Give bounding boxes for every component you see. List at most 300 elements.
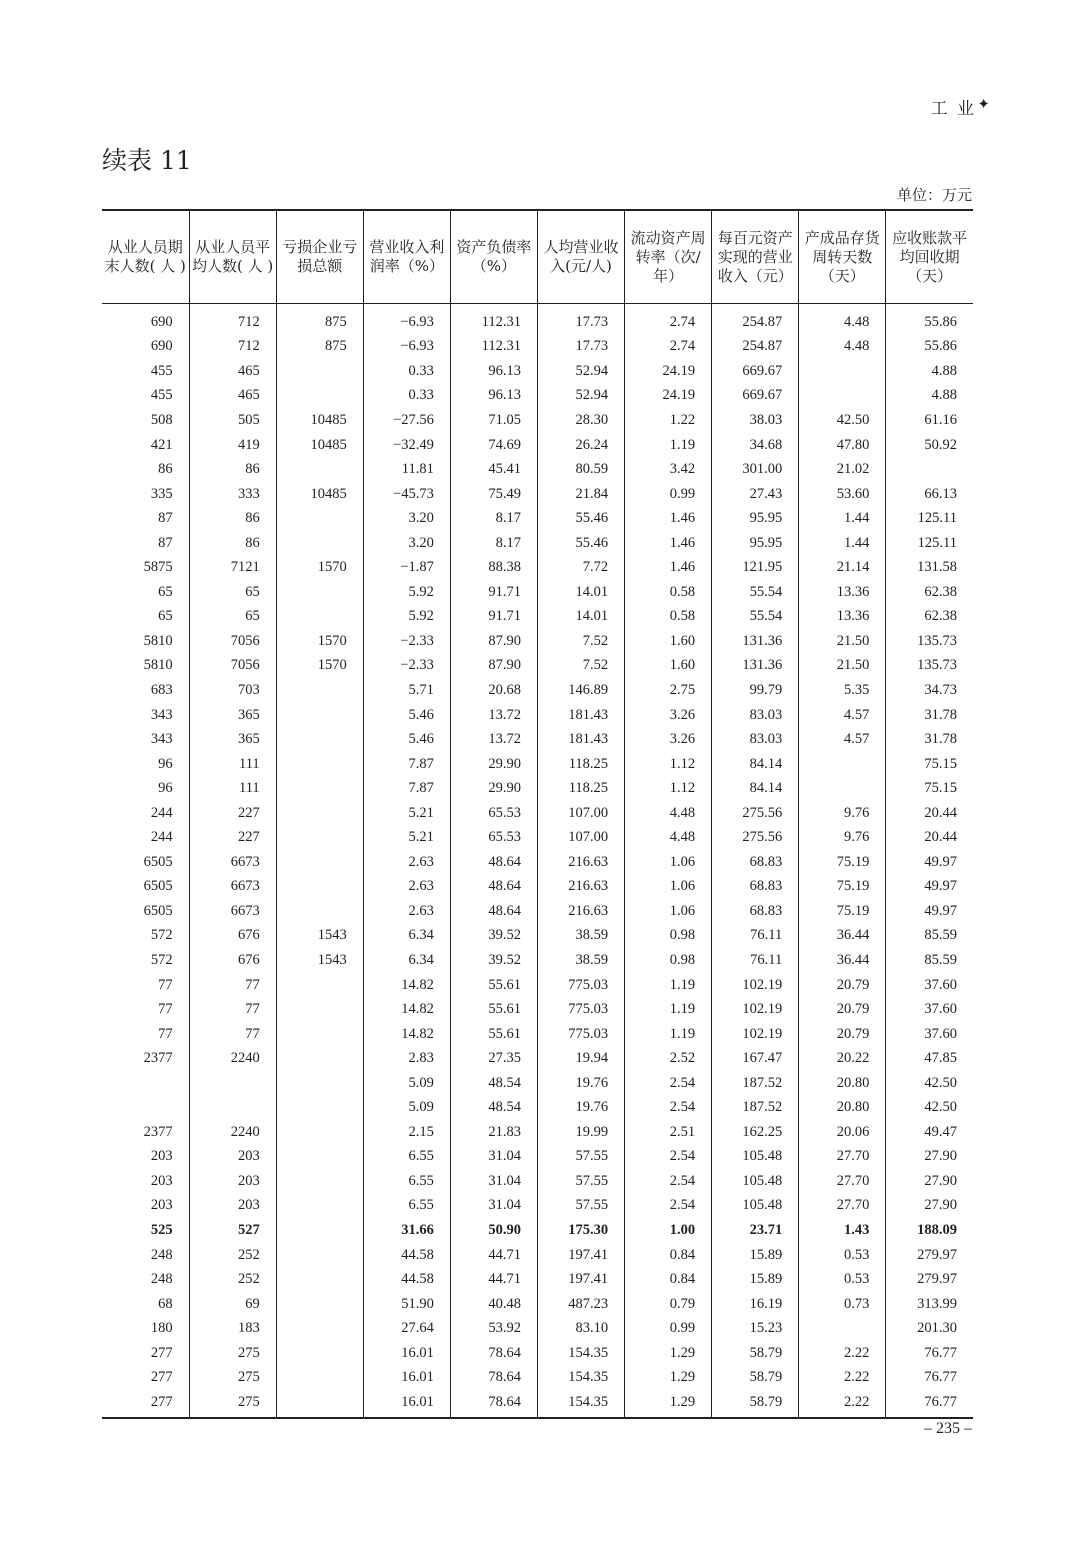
table-cell: 0.84 (625, 1243, 712, 1268)
table-cell: 27.43 (712, 482, 799, 507)
table-row (102, 580, 973, 605)
table-cell: 80.59 (537, 457, 624, 482)
table-cell: 1.46 (625, 531, 712, 556)
table-cell: 0.73 (799, 1292, 886, 1317)
table-cell: 5.92 (363, 580, 450, 605)
table-cell: 20.79 (799, 997, 886, 1022)
table-cell: 112.31 (450, 335, 537, 360)
table-cell: 3.42 (625, 457, 712, 482)
table-cell: 16.01 (363, 1366, 450, 1391)
table-cell: 38.59 (537, 948, 624, 973)
table-cell: 77 (158, 976, 173, 993)
table-cell: 1.44 (799, 506, 886, 531)
table-cell: 34.68 (712, 433, 799, 458)
table-cell: 4.57 (799, 703, 886, 728)
table-cell: 7.52 (537, 629, 624, 654)
table-cell: 2.75 (625, 678, 712, 703)
table-cell: 0.99 (625, 482, 712, 507)
table-cell: 0.58 (625, 580, 712, 605)
table-cell: 203 (150, 1197, 173, 1214)
table-cell: 275.56 (712, 801, 799, 826)
table-cell: 36.44 (799, 948, 886, 973)
table-cell: 1570 (276, 654, 363, 679)
table-cell: 487.23 (537, 1292, 624, 1317)
table-row (102, 1071, 973, 1096)
table-cell: 2.83 (363, 1046, 450, 1071)
table-cell: 1.22 (625, 408, 712, 433)
table-cell: 0.58 (625, 605, 712, 630)
table-cell: 6.34 (363, 948, 450, 973)
table-cell (189, 1096, 276, 1121)
table-cell: 78.64 (450, 1366, 537, 1391)
table-cell: 277 (150, 1369, 173, 1386)
table-cell: 7.87 (363, 752, 450, 777)
table-cell: 125.11 (886, 506, 973, 531)
table-cell (276, 703, 363, 728)
table-cell: 51.90 (363, 1292, 450, 1317)
table-cell: 13.72 (450, 703, 537, 728)
table-cell: 4.88 (886, 359, 973, 384)
table-cell: 1.06 (625, 899, 712, 924)
table-cell: 15.89 (712, 1267, 799, 1292)
table-cell: 669.67 (712, 359, 799, 384)
table-cell: 77 (189, 1022, 276, 1047)
table-cell: 0.98 (625, 924, 712, 949)
table-cell: 21.50 (799, 629, 886, 654)
table-row (102, 1243, 973, 1268)
table-cell: 87.90 (450, 654, 537, 679)
table-cell: 5810 (143, 632, 173, 649)
table-cell: 676 (189, 924, 276, 949)
table-cell: 252 (189, 1267, 276, 1292)
table-cell: 71.05 (450, 408, 537, 433)
table-cell: 2.15 (363, 1120, 450, 1145)
table-row (102, 1341, 973, 1366)
table-cell: 203 (150, 1172, 173, 1189)
table-cell: 55.46 (537, 531, 624, 556)
table-cell: 244 (150, 804, 173, 821)
table-cell: 216.63 (537, 850, 624, 875)
table-cell: 277 (150, 1344, 173, 1361)
table-cell: 14.01 (537, 580, 624, 605)
table-cell: 275.56 (712, 825, 799, 850)
table-cell: 68.83 (712, 875, 799, 900)
table-cell: 68.83 (712, 850, 799, 875)
table-cell: 248 (150, 1246, 173, 1263)
table-cell: 57.55 (537, 1194, 624, 1219)
table-cell: 2.22 (799, 1366, 886, 1391)
table-cell: 19.76 (537, 1071, 624, 1096)
unit-label: 单位：万元 (896, 186, 972, 204)
table-cell: 1.60 (625, 629, 712, 654)
table-cell: 87 (158, 510, 173, 527)
table-row (102, 1267, 973, 1292)
table-cell: 3.20 (363, 506, 450, 531)
table-cell: 61.16 (886, 408, 973, 433)
table-cell: 50.90 (450, 1218, 537, 1243)
table-cell: 62.38 (886, 605, 973, 630)
table-cell (276, 899, 363, 924)
table-cell: 96 (158, 755, 173, 772)
table-cell (276, 506, 363, 531)
table-cell: 42.50 (886, 1071, 973, 1096)
table-row (102, 703, 973, 728)
table-row (102, 850, 973, 875)
table-cell: 572 (150, 927, 173, 944)
table-cell: 5.71 (363, 678, 450, 703)
table-cell (276, 1046, 363, 1071)
table-cell: 78.64 (450, 1390, 537, 1418)
table-cell (276, 1194, 363, 1219)
table-cell: 65 (189, 605, 276, 630)
table-cell: 279.97 (886, 1267, 973, 1292)
table-cell: 77 (189, 973, 276, 998)
table-cell: 24.19 (625, 384, 712, 409)
table-cell: 7056 (189, 654, 276, 679)
table-cell: 421 (150, 436, 173, 453)
table-cell (799, 359, 886, 384)
table-cell: 2377 (143, 1123, 173, 1140)
table-cell: 203 (189, 1169, 276, 1194)
table-cell: 86 (189, 506, 276, 531)
table-cell: 572 (150, 951, 173, 968)
table-cell: 13.36 (799, 580, 886, 605)
table-cell: 1.12 (625, 776, 712, 801)
table-cell: 505 (189, 408, 276, 433)
table-cell (102, 1071, 189, 1096)
table-cell: 0.99 (625, 1316, 712, 1341)
table-cell: 365 (189, 727, 276, 752)
table-cell: 14.82 (363, 973, 450, 998)
column-header: 营业收入利润率（%） (363, 210, 450, 304)
table-cell: 875 (276, 335, 363, 360)
table-cell: 65.53 (450, 801, 537, 826)
table-row (102, 506, 973, 531)
table-cell: 14.82 (363, 1022, 450, 1047)
table-cell: 19.94 (537, 1046, 624, 1071)
table-cell (276, 1022, 363, 1047)
table-cell: 91.71 (450, 605, 537, 630)
table-cell: 75.15 (886, 752, 973, 777)
table-cell: 17.73 (537, 304, 624, 335)
table-cell: 712 (189, 304, 276, 335)
table-cell: 111 (189, 776, 276, 801)
table-cell (276, 1243, 363, 1268)
table-row (102, 629, 973, 654)
table-cell: 14.01 (537, 605, 624, 630)
table-cell: 2.51 (625, 1120, 712, 1145)
table-row (102, 1218, 973, 1243)
table-cell (276, 973, 363, 998)
table-cell: 227 (189, 825, 276, 850)
table-cell: 5.92 (363, 605, 450, 630)
table-cell: 50.92 (886, 433, 973, 458)
table-cell: 48.64 (450, 850, 537, 875)
table-cell: 2.54 (625, 1194, 712, 1219)
table-cell: 343 (150, 731, 173, 748)
table-cell: 96 (158, 780, 173, 797)
table-cell: 2.22 (799, 1390, 886, 1418)
table-cell: 20.44 (886, 801, 973, 826)
table-cell: 183 (189, 1316, 276, 1341)
table-cell: 105.48 (712, 1145, 799, 1170)
table-cell: 1570 (276, 555, 363, 580)
table-cell: 1.43 (799, 1218, 886, 1243)
table-cell: 6.55 (363, 1145, 450, 1170)
table-row (102, 555, 973, 580)
table-cell: 5.46 (363, 727, 450, 752)
table-cell: 105.48 (712, 1169, 799, 1194)
table-cell: 2240 (189, 1120, 276, 1145)
table-cell: 167.47 (712, 1046, 799, 1071)
table-row (102, 825, 973, 850)
table-cell: 0.98 (625, 948, 712, 973)
table-cell: 52.94 (537, 359, 624, 384)
table-cell: −27.56 (363, 408, 450, 433)
table-cell: 27.90 (886, 1169, 973, 1194)
table-cell: 95.95 (712, 506, 799, 531)
table-row (102, 1120, 973, 1145)
table-cell: −2.33 (363, 654, 450, 679)
table-title: 续表 11 (102, 146, 192, 175)
table-cell: 111 (189, 752, 276, 777)
table-cell: 3.26 (625, 703, 712, 728)
table-cell: 248 (150, 1271, 173, 1288)
table-row (102, 1194, 973, 1219)
table-cell: 5.21 (363, 801, 450, 826)
table-row (102, 1366, 973, 1391)
table-cell: 365 (189, 703, 276, 728)
table-cell (276, 1120, 363, 1145)
table-cell (276, 727, 363, 752)
table-cell: 8.17 (450, 531, 537, 556)
table-cell: 1.19 (625, 973, 712, 998)
column-header: 产成品存货周转天数（天） (799, 210, 886, 304)
table-cell: −6.93 (363, 304, 450, 335)
table-cell (276, 1169, 363, 1194)
table-cell: 58.79 (712, 1366, 799, 1391)
table-cell (276, 875, 363, 900)
table-cell: 31.04 (450, 1169, 537, 1194)
table-cell (276, 580, 363, 605)
table-cell: 62.38 (886, 580, 973, 605)
table-cell: 1.19 (625, 1022, 712, 1047)
table-cell (276, 678, 363, 703)
table-cell: 181.43 (537, 703, 624, 728)
table-cell (276, 801, 363, 826)
table-cell (276, 605, 363, 630)
table-cell: 131.36 (712, 629, 799, 654)
table-cell: 75.19 (799, 875, 886, 900)
table-cell: 65 (189, 580, 276, 605)
table-cell (189, 1071, 276, 1096)
table-cell: 24.19 (625, 359, 712, 384)
table-cell: 2.74 (625, 304, 712, 335)
table-cell: 0.84 (625, 1267, 712, 1292)
table-cell: 154.35 (537, 1390, 624, 1418)
table-cell: 203 (189, 1194, 276, 1219)
table-cell: 10485 (276, 433, 363, 458)
table-cell: 23.71 (712, 1218, 799, 1243)
table-cell: 44.58 (363, 1267, 450, 1292)
table-cell (276, 1390, 363, 1418)
table-cell: 52.94 (537, 384, 624, 409)
table-cell: 1.60 (625, 654, 712, 679)
table-cell: 4.88 (886, 384, 973, 409)
table-cell (276, 776, 363, 801)
table-cell: 102.19 (712, 997, 799, 1022)
table-cell: 6673 (189, 875, 276, 900)
table-cell (276, 1218, 363, 1243)
table-cell (276, 1267, 363, 1292)
table-cell: 107.00 (537, 801, 624, 826)
table-cell: 775.03 (537, 973, 624, 998)
table-cell: 703 (189, 678, 276, 703)
table-cell: 275 (189, 1366, 276, 1391)
table-row (102, 1316, 973, 1341)
table-cell: 690 (150, 338, 173, 355)
table-cell: 118.25 (537, 776, 624, 801)
table-row (102, 678, 973, 703)
table-cell: 44.71 (450, 1243, 537, 1268)
table-cell (276, 1096, 363, 1121)
table-cell: 86 (158, 461, 173, 478)
table-row (102, 801, 973, 826)
table-cell: 105.48 (712, 1194, 799, 1219)
table-cell: 96.13 (450, 384, 537, 409)
table-cell: 2.63 (363, 899, 450, 924)
table-cell: 712 (189, 335, 276, 360)
table-cell: 2377 (143, 1050, 173, 1067)
table-cell: 216.63 (537, 899, 624, 924)
table-cell (799, 752, 886, 777)
table-cell: 84.14 (712, 776, 799, 801)
table-row (102, 531, 973, 556)
table-cell: 99.79 (712, 678, 799, 703)
table-cell: 527 (189, 1218, 276, 1243)
table-cell: 2.63 (363, 850, 450, 875)
table-cell: 44.58 (363, 1243, 450, 1268)
table-cell: 0.53 (799, 1243, 886, 1268)
table-cell: 121.95 (712, 555, 799, 580)
table-cell: 7.52 (537, 654, 624, 679)
table-cell: 343 (150, 706, 173, 723)
table-cell: 84.14 (712, 752, 799, 777)
table-cell: 78.64 (450, 1341, 537, 1366)
table-header (102, 210, 973, 304)
table-cell: 0.33 (363, 359, 450, 384)
table-cell: 3.26 (625, 727, 712, 752)
table-cell: 88.38 (450, 555, 537, 580)
table-row (102, 1022, 973, 1047)
table-cell: 48.64 (450, 899, 537, 924)
table-cell (276, 1316, 363, 1341)
table-cell: 39.52 (450, 924, 537, 949)
table-cell (276, 1366, 363, 1391)
table-cell: 20.22 (799, 1046, 886, 1071)
table-cell: 197.41 (537, 1243, 624, 1268)
table-cell: 10485 (276, 482, 363, 507)
table-cell: 57.55 (537, 1169, 624, 1194)
table-cell: 27.35 (450, 1046, 537, 1071)
table-cell: 28.30 (537, 408, 624, 433)
table-row (102, 408, 973, 433)
table-cell: 7.72 (537, 555, 624, 580)
column-header: 应收账款平均回收期（天） (886, 210, 973, 304)
table-cell: 29.90 (450, 752, 537, 777)
table-cell: 21.02 (799, 457, 886, 482)
table-cell: 1.12 (625, 752, 712, 777)
table-cell: 775.03 (537, 1022, 624, 1047)
table-cell: 5810 (143, 657, 173, 674)
diamond-icon: ✦ (977, 95, 992, 113)
table-row (102, 1169, 973, 1194)
table-cell: −45.73 (363, 482, 450, 507)
table-cell: 275 (189, 1390, 276, 1418)
column-header: 每百元资产实现的营业收入（元） (712, 210, 799, 304)
table-cell: 5.46 (363, 703, 450, 728)
running-head (930, 94, 992, 119)
table-cell: 47.80 (799, 433, 886, 458)
table-cell: 9.76 (799, 825, 886, 850)
table-cell: 455 (150, 362, 173, 379)
table-cell: 48.54 (450, 1096, 537, 1121)
table-cell: 102.19 (712, 1022, 799, 1047)
table-cell: 277 (102, 1390, 189, 1418)
table-cell: 85.59 (886, 948, 973, 973)
table-cell: 3.20 (363, 531, 450, 556)
table-cell: −6.93 (363, 335, 450, 360)
table-cell: 1.29 (625, 1341, 712, 1366)
table-row (102, 1292, 973, 1317)
table-cell: 4.57 (799, 727, 886, 752)
table-cell: 7121 (189, 555, 276, 580)
table-cell: 175.30 (537, 1218, 624, 1243)
table-cell (276, 359, 363, 384)
table-cell: 37.60 (886, 1022, 973, 1047)
table-cell: 118.25 (537, 752, 624, 777)
table-cell: 29.90 (450, 776, 537, 801)
statistics-table (102, 209, 973, 1419)
table-cell: 31.04 (450, 1145, 537, 1170)
table-cell: 203 (150, 1148, 173, 1165)
table-cell: 419 (189, 433, 276, 458)
table-cell: 180 (150, 1320, 173, 1337)
table-cell: 20.79 (799, 973, 886, 998)
table-cell: 14.82 (363, 997, 450, 1022)
table-row (102, 605, 973, 630)
table-cell: 19.76 (537, 1096, 624, 1121)
table-cell: 49.47 (886, 1120, 973, 1145)
table-cell: 1.44 (799, 531, 886, 556)
table-cell: 455 (150, 387, 173, 404)
table-cell: 181.43 (537, 727, 624, 752)
table-cell: 83.03 (712, 727, 799, 752)
table-cell: 203 (189, 1145, 276, 1170)
table-cell: 65 (158, 608, 173, 625)
table-cell (276, 384, 363, 409)
table-cell: 0.33 (363, 384, 450, 409)
table-cell: 102.19 (712, 973, 799, 998)
table-cell: 252 (189, 1243, 276, 1268)
table-cell: 38.03 (712, 408, 799, 433)
table-row (102, 359, 973, 384)
table-cell: 2.54 (625, 1096, 712, 1121)
table-cell: 19.99 (537, 1120, 624, 1145)
table-row (102, 899, 973, 924)
table-cell: 48.54 (450, 1071, 537, 1096)
table-row (102, 875, 973, 900)
